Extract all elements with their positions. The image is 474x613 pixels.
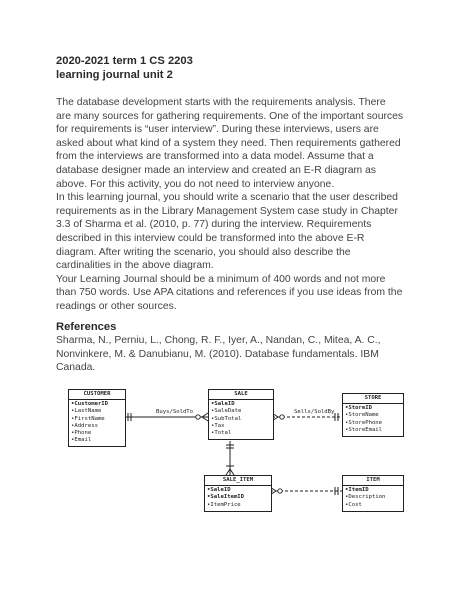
- body-line: Your Learning Journal should be a minimum of 400 words and not more: [56, 273, 386, 285]
- reference-line: Nonvinkere, M. & Danubianu, M. (2010). Database fundamentals. IBM: [56, 348, 379, 360]
- body-line: cardinalities in the above diagram.: [56, 260, 214, 272]
- entity-attribute: •StoreID: [345, 405, 372, 412]
- body-line: diagram. After writing the scenario, you should also describe the: [56, 246, 351, 258]
- entity-attribute: •SaleDate: [211, 408, 242, 415]
- entity-attribute: •FirstName: [71, 415, 105, 422]
- references-list: [56, 334, 381, 375]
- sale-optional-circle-right: [280, 415, 284, 419]
- body-line: for requirements is “user interview”. During these interviews, users are: [56, 124, 379, 136]
- entity-attribute: •Description: [345, 494, 386, 501]
- sale-entity: [208, 389, 274, 440]
- saleitem-optional-circle: [278, 489, 282, 493]
- body-line: In this learning journal, you should write a scenario that the user described: [56, 192, 398, 204]
- entity-attributes: [69, 400, 125, 446]
- entity-attribute: •ItemID: [345, 487, 369, 494]
- buys-soldto-label: Buys/SoldTo: [156, 409, 194, 415]
- entity-attribute: •Phone: [71, 430, 92, 437]
- body-line: from the interviews are transformed into a data model. Assume that a: [56, 151, 374, 163]
- reference-line: Sharma, N., Perniu, L., Chong, R. F., Iyer, A., Nandan, C., Mitea, A. C.,: [56, 335, 381, 346]
- entity-title: STORE: [343, 394, 403, 404]
- entity-attributes: [343, 404, 403, 436]
- body-line: above. For this activity, you do not need to interview anyone.: [56, 178, 335, 190]
- body-line: asked about what kind of a system they need. Then requirements gathered: [56, 137, 401, 149]
- entity-attributes: [343, 486, 403, 511]
- entity-attribute: •StorePhone: [345, 419, 383, 426]
- entity-attribute: •SaleItemID: [207, 494, 245, 501]
- entity-attribute: •Tax: [211, 422, 225, 429]
- er-diagram: [62, 383, 414, 513]
- body-line: The database development starts with the requirements analysis. There: [56, 97, 386, 108]
- body-line: database designer made an interview and created an E-R diagram as: [56, 164, 376, 176]
- customer-entity: [68, 389, 126, 447]
- entity-title: SALE_ITEM: [205, 476, 271, 486]
- body-line: requirements as in the Library Management System case study in Chapter: [56, 205, 398, 217]
- entity-attribute: •SaleID: [207, 487, 231, 494]
- entity-attribute: •SaleID: [211, 401, 235, 408]
- entity-attributes: [205, 486, 271, 511]
- entity-attribute: •Cost: [345, 501, 362, 508]
- entity-title: ITEM: [343, 476, 403, 486]
- body-line: are many sources for gathering requirements. One of the important sources: [56, 110, 404, 122]
- sale-item-entity: [204, 475, 272, 512]
- entity-title: CUSTOMER: [69, 390, 125, 400]
- body-line: readings or other sources.: [56, 300, 177, 312]
- assignment-body: [56, 96, 452, 314]
- journal-heading: learning journal unit 2: [56, 69, 173, 81]
- entity-attribute: •SubTotal: [211, 415, 242, 422]
- entity-attribute: •Email: [71, 437, 92, 444]
- entity-attribute: •ItemPrice: [207, 501, 241, 508]
- entity-title: SALE: [209, 390, 273, 400]
- entity-attribute: •StoreName: [345, 412, 379, 419]
- sells-soldby-label: Sells/SoldBy: [294, 409, 335, 415]
- entity-attribute: •Address: [71, 422, 98, 429]
- entity-attribute: •CustomerID: [71, 401, 109, 408]
- reference-line: Canada.: [56, 362, 96, 374]
- entity-attribute: •Total: [211, 430, 232, 437]
- term-heading: 2020-2021 term 1 CS 2203: [56, 55, 193, 67]
- body-line: described in this interview could be transformed into the above E-R: [56, 232, 365, 244]
- entity-attributes: [209, 400, 273, 439]
- sale-optional-circle: [196, 415, 200, 419]
- store-entity: [342, 393, 404, 437]
- references-heading: References: [56, 321, 117, 333]
- entity-attribute: •LastName: [71, 408, 102, 415]
- body-line: than 750 words. Use APA citations and references if you use ideas from the: [56, 287, 403, 299]
- entity-attribute: •StoreEmail: [345, 426, 383, 433]
- item-entity: [342, 475, 404, 512]
- body-line: 3.3 of Sharma et al. (2010, p. 77) during the interview. Requirements: [56, 219, 372, 231]
